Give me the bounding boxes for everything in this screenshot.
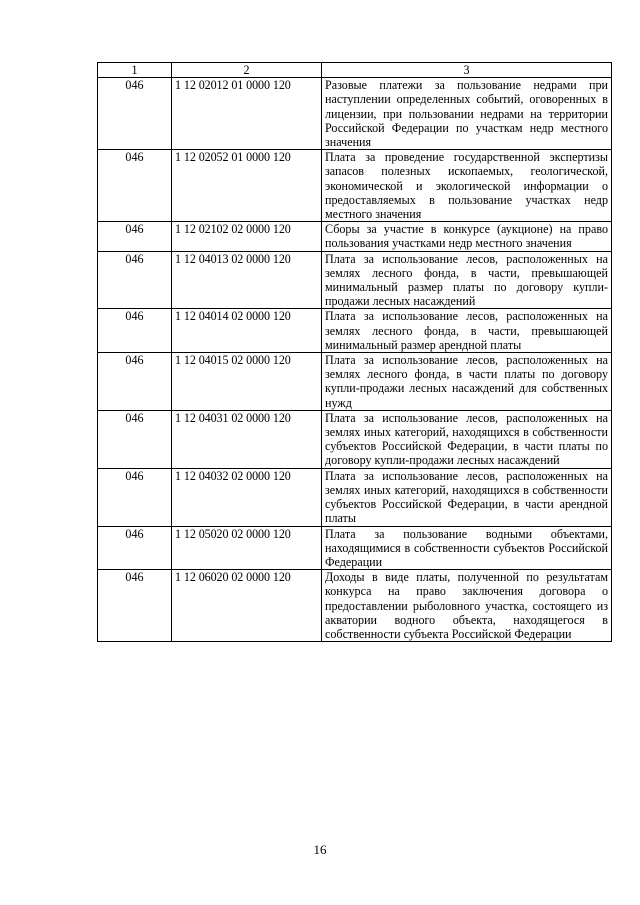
revenue-name-cell: Плата за использование лесов, расположенных на землях иных категорий, находящихся в собственности субъектов Российской Федерации, в части платы по договору купли-продажи лесных насаждений [322,410,612,468]
admin-code-cell: 046 [98,150,172,222]
revenue-name-cell: Доходы в виде платы, полученной по результатам конкурса на право заключения договора о предоставлении рыболовного участка, состоящего из акватории водного объекта, находящегося в собственности субъекта Российской Федерации [322,570,612,642]
budget-code-cell: 1 12 04014 02 0000 120 [172,309,322,353]
table-row [98,309,612,353]
budget-code-cell: 1 12 02012 01 0000 120 [172,78,322,150]
admin-code-cell: 046 [98,222,172,251]
table-row [98,78,612,150]
budget-code-cell: 1 12 04032 02 0000 120 [172,468,322,526]
table-row [98,251,612,309]
admin-code-cell: 046 [98,570,172,642]
table-row [98,526,612,570]
admin-code-cell: 046 [98,78,172,150]
budget-code-cell: 1 12 02052 01 0000 120 [172,150,322,222]
table-header-row [98,63,612,78]
budget-code-cell: 1 12 04015 02 0000 120 [172,353,322,411]
revenue-name-cell: Плата за использование лесов, расположенных на землях иных категорий, находящихся в собственности субъектов Российской Федерации, в части арендной платы [322,468,612,526]
revenue-name-cell: Плата за использование лесов, расположенных на землях лесного фонда, в части, превышающей минимальный размер платы по договору купли-продажи лесных насаждений [322,251,612,309]
table-row [98,222,612,251]
budget-code-cell: 1 12 04013 02 0000 120 [172,251,322,309]
column-header-3: 3 [322,63,612,78]
revenue-name-cell: Плата за использование лесов, расположенных на землях лесного фонда, в части платы по договору купли-продажи лесных насаждений для собственных нужд [322,353,612,411]
admin-code-cell: 046 [98,526,172,570]
budget-code-cell: 1 12 04031 02 0000 120 [172,410,322,468]
budget-code-cell: 1 12 02102 02 0000 120 [172,222,322,251]
table-row [98,150,612,222]
revenue-name-cell: Плата за проведение государственной экспертизы запасов полезных ископаемых, геологической, экономической и экологической информации о предоставляемых в пользование участках недр местного значения [322,150,612,222]
revenue-name-cell: Сборы за участие в конкурсе (аукционе) на право пользования участками недр местного значения [322,222,612,251]
admin-code-cell: 046 [98,251,172,309]
revenue-name-cell: Плата за пользование водными объектами, находящимися в собственности субъектов Российской Федерации [322,526,612,570]
revenue-name-cell: Плата за использование лесов, расположенных на землях лесного фонда, в части, превышающей минимальный размер арендной платы [322,309,612,353]
revenue-name-cell: Разовые платежи за пользование недрами при наступлении определенных событий, оговоренных в лицензии, при пользовании недрами на территории Российской Федерации по участкам недр местного значения [322,78,612,150]
budget-code-cell: 1 12 06020 02 0000 120 [172,570,322,642]
admin-code-cell: 046 [98,353,172,411]
table-row [98,570,612,642]
admin-code-cell: 046 [98,309,172,353]
budget-code-cell: 1 12 05020 02 0000 120 [172,526,322,570]
column-header-2: 2 [172,63,322,78]
table-row [98,468,612,526]
admin-code-cell: 046 [98,468,172,526]
admin-code-cell: 046 [98,410,172,468]
table-row [98,353,612,411]
column-header-1: 1 [98,63,172,78]
revenue-codes-table [97,62,612,642]
page-number: 16 [313,842,327,857]
table-row [98,410,612,468]
